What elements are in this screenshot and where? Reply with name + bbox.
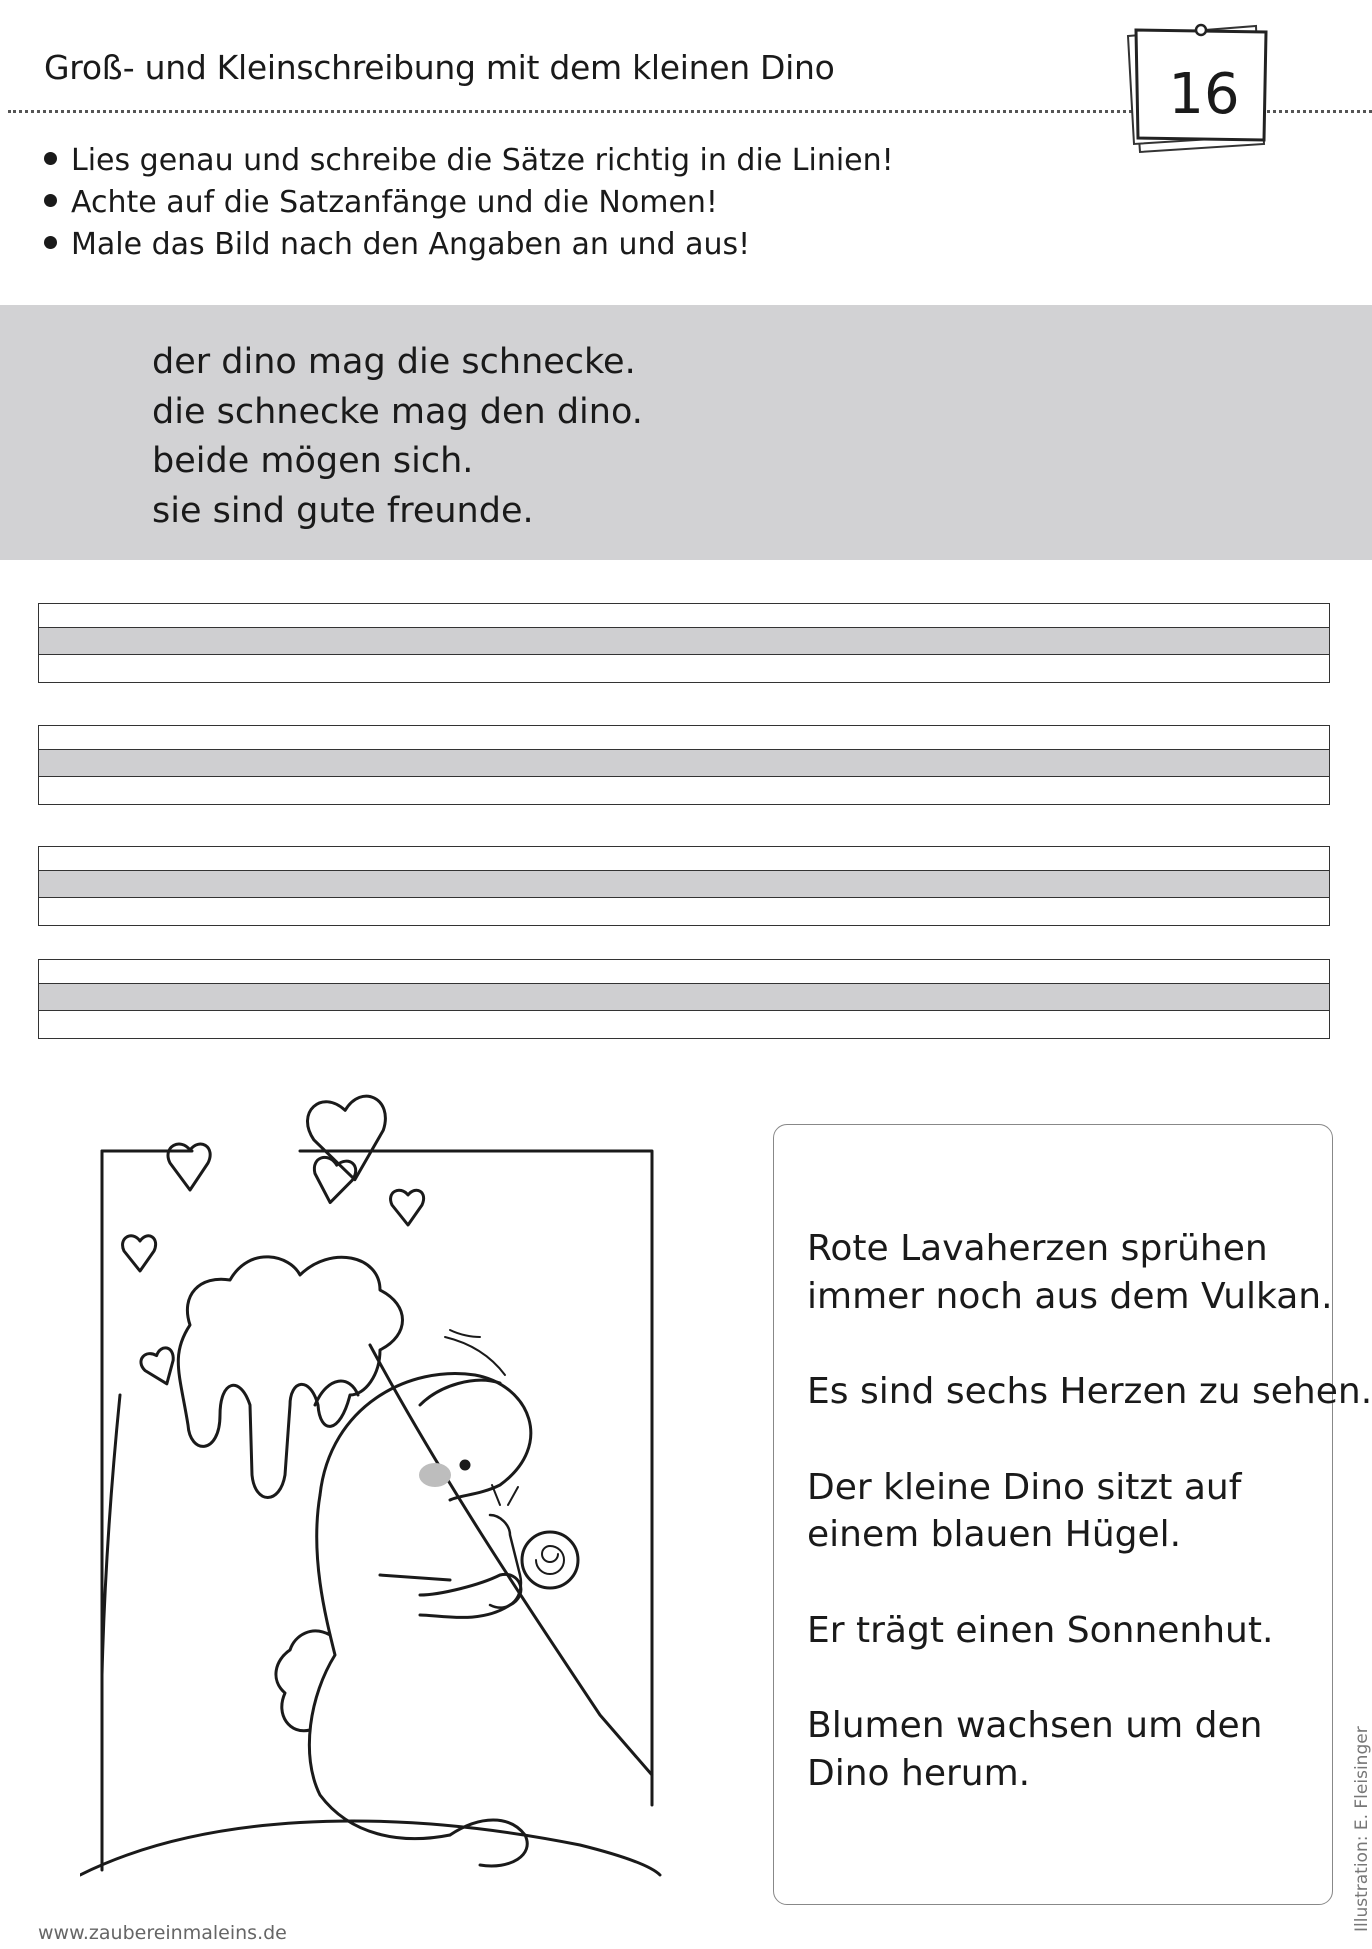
bullet-icon [44, 236, 57, 249]
coloring-line: Rote Lavaherzen sprühen [807, 1228, 1268, 1269]
bullet-icon [44, 152, 57, 165]
source-sentence: sie sind gute freunde. [152, 490, 534, 531]
instruction-text: Male das Bild nach den Angaben an und aus! [71, 227, 751, 262]
page-title: Groß- und Kleinschreibung mit dem kleinen Dino [44, 48, 835, 87]
writing-line-3[interactable] [38, 846, 1330, 926]
footer-url[interactable]: www.zaubereinmaleins.de [38, 1922, 287, 1944]
coloring-line: Blumen wachsen um den [807, 1705, 1263, 1746]
source-text [152, 338, 643, 536]
writing-line-midzone [39, 983, 1329, 1011]
instruction-list [44, 140, 894, 266]
coloring-line: Dino herum. [807, 1752, 1031, 1794]
instruction-text: Achte auf die Satzanfänge und die Nomen! [71, 185, 718, 220]
instruction-item [44, 140, 894, 182]
instruction-text: Lies genau und schreibe die Sätze richtig in die Linien! [71, 143, 894, 178]
writing-line-midzone [39, 627, 1329, 655]
bullet-icon [44, 194, 57, 207]
writing-line-midzone [39, 870, 1329, 898]
writing-line-4[interactable] [38, 959, 1330, 1039]
source-sentence: beide mögen sich. [152, 441, 474, 481]
instruction-item [44, 224, 894, 266]
source-sentence: die schnecke mag den dino. [152, 391, 643, 432]
illustration-credit: Illustration: E. Fleisinger [1352, 1726, 1372, 1932]
coloring-line: Der kleine Dino sitzt auf [807, 1466, 1242, 1508]
sheet-number: 16 [1168, 62, 1240, 127]
coloring-line: Er trägt einen Sonnenhut. [807, 1609, 1274, 1651]
coloring-line: immer noch aus dem Vulkan. [807, 1275, 1333, 1317]
dino-coloring-illustration [80, 1075, 720, 1895]
coloring-line: Es sind sechs Herzen zu sehen. [807, 1371, 1372, 1412]
writing-line-2[interactable] [38, 725, 1330, 805]
writing-line-midzone [39, 749, 1329, 777]
instruction-item [44, 182, 894, 224]
source-sentence: der dino mag die schnecke. [152, 342, 636, 382]
writing-line-1[interactable] [38, 603, 1330, 683]
coloring-line: einem blauen Hügel. [807, 1514, 1182, 1555]
